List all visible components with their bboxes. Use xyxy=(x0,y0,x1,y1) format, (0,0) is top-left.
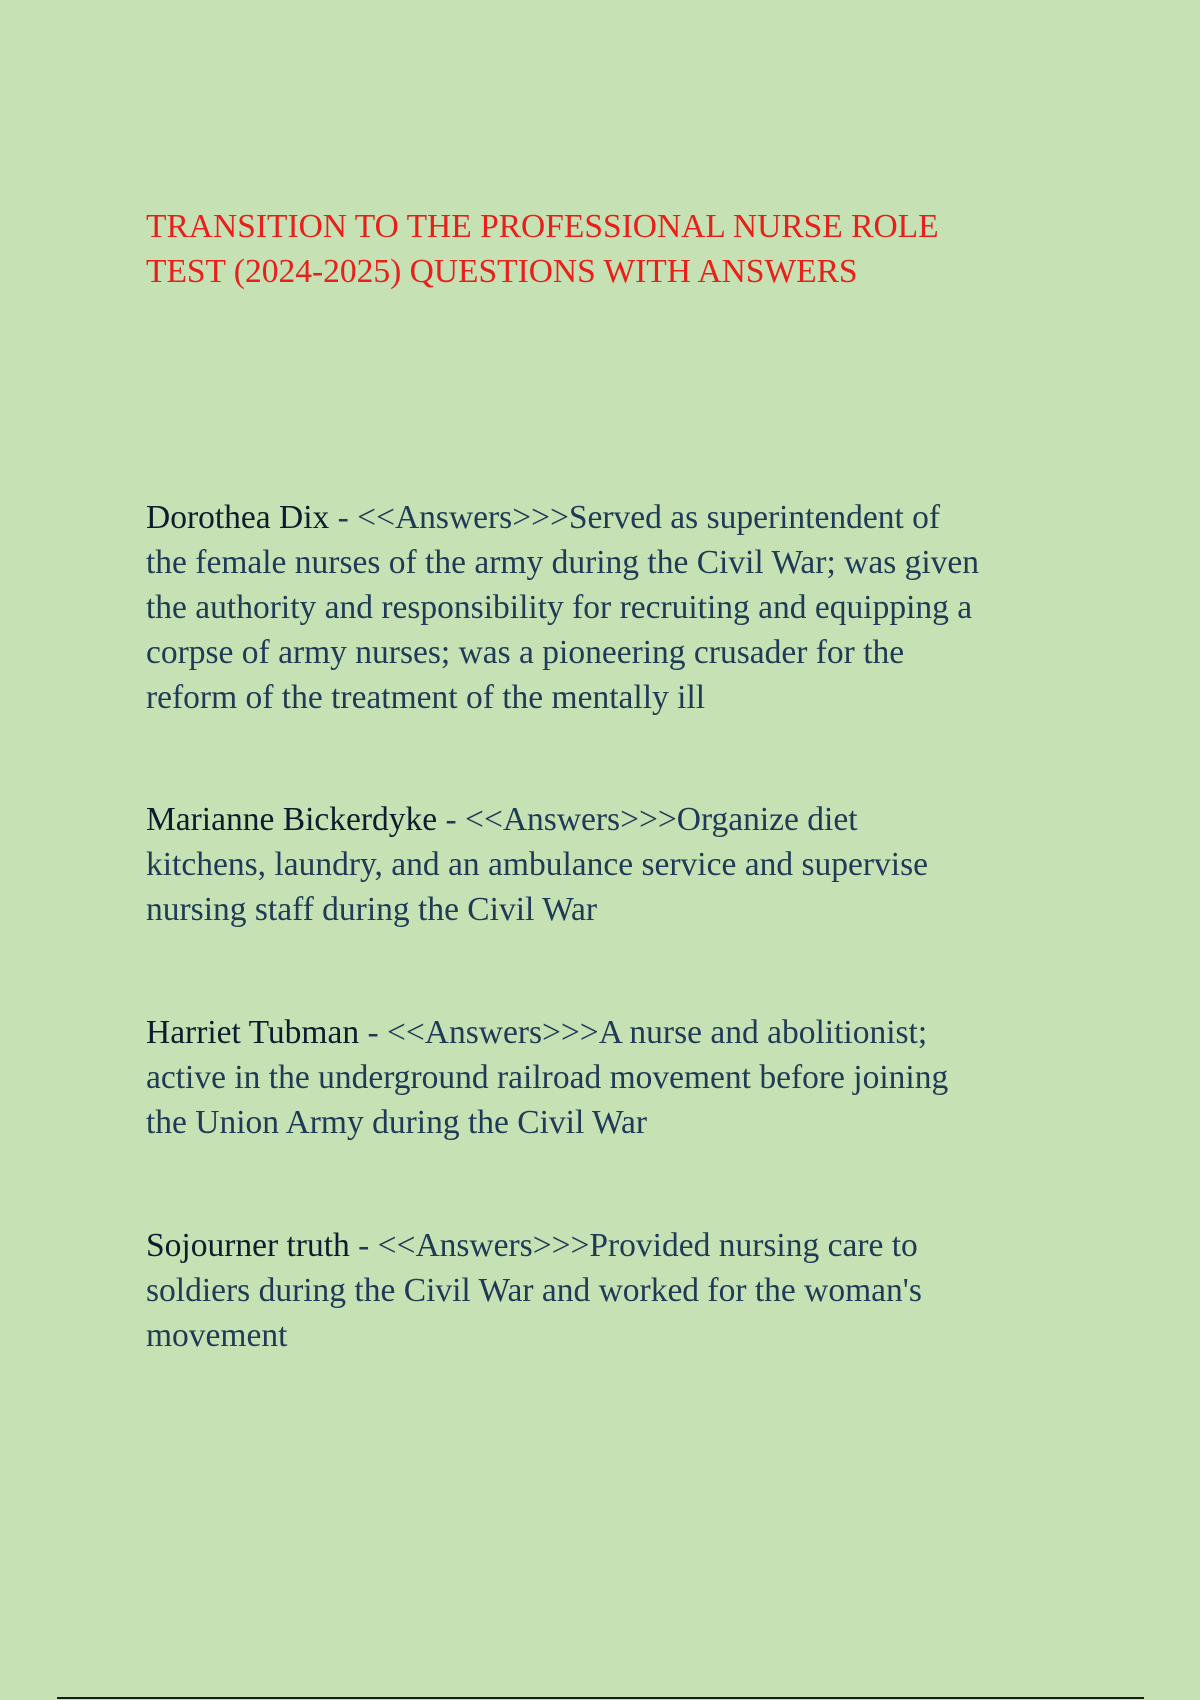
qa-answer-text: reform of the treatment of the mentally ill xyxy=(146,679,706,716)
qa-answer-text: the authority and responsibility for recruiting and equipping a xyxy=(146,589,973,626)
qa-answer-text: movement xyxy=(146,1317,288,1354)
qa-entry-sojourner-truth xyxy=(146,1223,1106,1358)
qa-answer-text: the female nurses of the army during the Civil War; was given xyxy=(146,544,980,581)
qa-entry-harriet-tubman xyxy=(146,1010,1106,1145)
qa-entry-marianne-bickerdyke xyxy=(146,797,1106,932)
qa-answer-text: soldiers during the Civil War and worked for the woman's xyxy=(146,1272,922,1309)
qa-answer-text: corpse of army nurses; was a pioneering crusader for the xyxy=(146,634,905,671)
qa-term: Harriet Tubman xyxy=(146,1014,360,1051)
qa-term: Marianne Bickerdyke xyxy=(146,801,438,838)
title-line: TEST (2024-2025) QUESTIONS WITH ANSWERS xyxy=(146,253,858,290)
qa-entry-dorothea-dix xyxy=(146,495,1106,720)
qa-answer-text: the Union Army during the Civil War xyxy=(146,1104,647,1141)
qa-line xyxy=(146,797,1106,842)
footer-divider xyxy=(57,1697,1144,1699)
document-title xyxy=(146,204,1106,294)
qa-answer-text: - <<Answers>>>Served as superintendent of xyxy=(329,499,941,536)
qa-term: Dorothea Dix xyxy=(146,499,330,536)
qa-line xyxy=(146,1223,1106,1268)
qa-line xyxy=(146,1010,1106,1055)
qa-answer-text: - <<Answers>>>Provided nursing care to xyxy=(349,1227,918,1264)
qa-answer-text: kitchens, laundry, and an ambulance service and supervise xyxy=(146,846,928,883)
qa-term: Sojourner truth xyxy=(146,1227,350,1264)
qa-answer-text: - <<Answers>>>Organize diet xyxy=(437,801,858,838)
qa-answer-text: nursing staff during the Civil War xyxy=(146,891,598,928)
qa-answer-text: - <<Answers>>>A nurse and abolitionist; xyxy=(359,1014,928,1051)
qa-line xyxy=(146,495,1106,540)
qa-answer-text: active in the underground railroad movement before joining xyxy=(146,1059,949,1096)
title-line: TRANSITION TO THE PROFESSIONAL NURSE ROLE xyxy=(146,208,939,245)
